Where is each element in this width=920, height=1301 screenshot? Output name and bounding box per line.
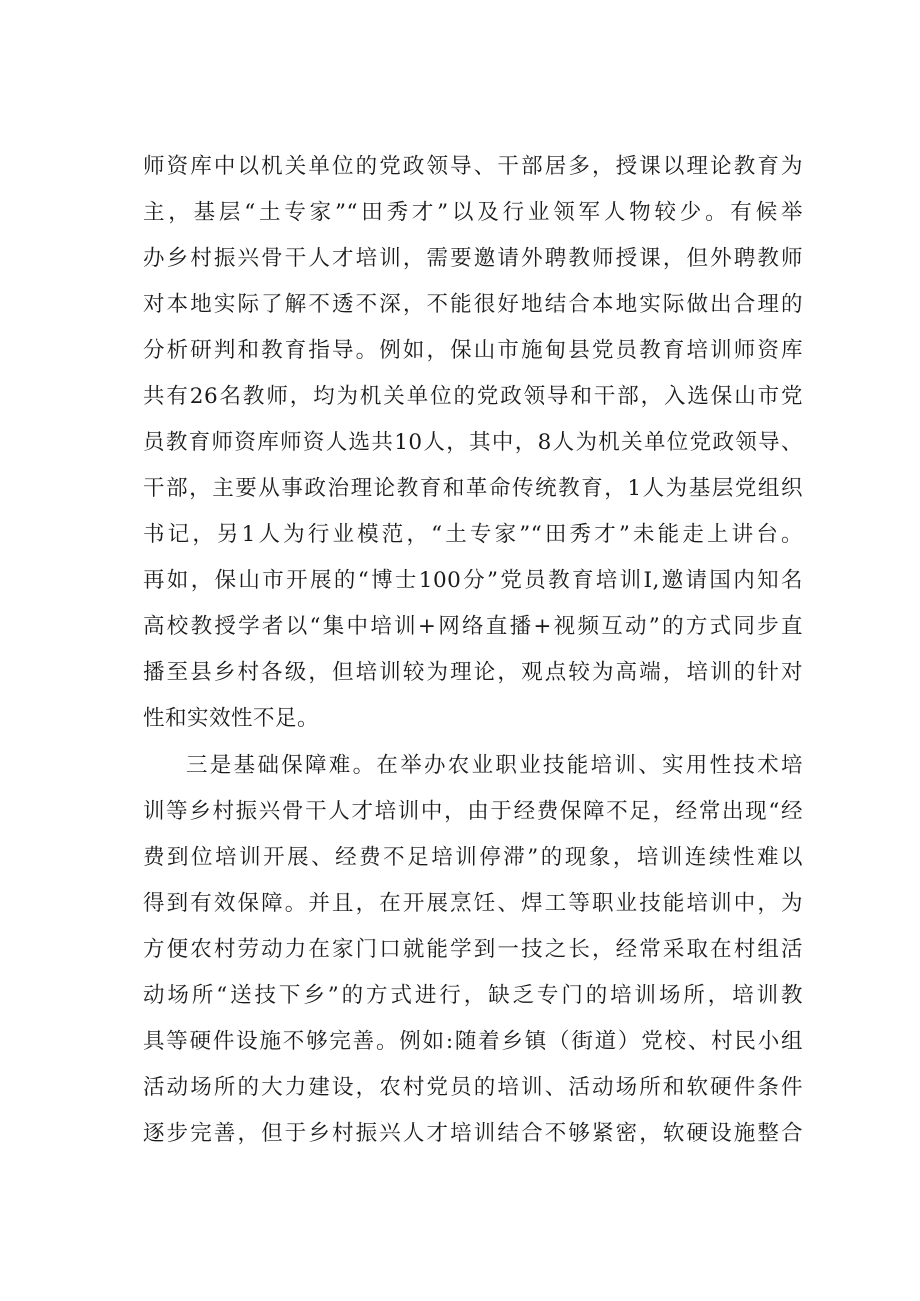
text-line: 师资库中以机关单位的党政领导、干部居多，授课以理论教育为 (143, 154, 803, 179)
text-line: 对本地实际了解不透不深，不能很好地结合本地实际做出合理的 (143, 292, 803, 317)
text-line: 高校教授学者以“集中培训+网络直播+视频互动”的方式同步直 (143, 614, 803, 639)
text-line: 书记，另1人为行业模范，“土专家”“田秀才”未能走上讲台。 (143, 522, 803, 547)
text-line: 共有26名教师，均为机关单位的党政领导和干部，入选保山市党 (143, 384, 803, 409)
text-line: 播至县乡村各级，但培训较为理论，观点较为高端，培训的针对 (143, 660, 803, 685)
text-line: 逐步完善，但于乡村振兴人才培训结合不够紧密，软硬设施整合 (143, 1121, 803, 1146)
text-line: 再如，保山市开展的“博士100分”党员教育培训I,邀请国内知名 (143, 568, 803, 593)
text-line: 员教育师资库师资人选共10人，其中，8人为机关单位党政领导、 (143, 430, 803, 455)
text-line: 训等乡村振兴骨干人才培训中，由于经费保障不足，经常出现“经 (143, 799, 803, 824)
text-line: 具等硬件设施不够完善。例如:随着乡镇（街道）党校、村民小组 (143, 1029, 803, 1054)
text-line: 活动场所的大力建设，农村党员的培训、活动场所和软硬件条件 (143, 1075, 803, 1100)
paragraph-continued (143, 144, 803, 742)
body-text (143, 144, 803, 1157)
paragraph-infrastructure (143, 743, 803, 1157)
text-line: 主，基层“土专家”“田秀才”以及行业领军人物较少。有候举 (143, 200, 803, 225)
text-line: 干部，主要从事政治理论教育和革命传统教育，1人为基层党组织 (143, 476, 803, 501)
text-line: 三是基础保障难。在举办农业职业技能培训、实用性技术培 (186, 753, 803, 778)
text-line: 方便农村劳动力在家门口就能学到一技之长，经常采取在村组活 (143, 937, 803, 962)
text-line: 性和实效性不足。 (143, 706, 320, 731)
text-line: 得到有效保障。并且，在开展烹饪、焊工等职业技能培训中，为 (143, 891, 803, 916)
text-line: 动场所“送技下乡”的方式进行，缺乏专门的培训场所，培训教 (143, 983, 803, 1008)
text-line: 分析研判和教育指导。例如，保山市施甸县党员教育培训师资库 (143, 338, 803, 363)
text-line: 办乡村振兴骨干人才培训，需要邀请外聘教师授课，但外聘教师 (143, 246, 803, 271)
text-line: 费到位培训开展、经费不足培训停滞”的现象，培训连续性难以 (143, 845, 803, 870)
